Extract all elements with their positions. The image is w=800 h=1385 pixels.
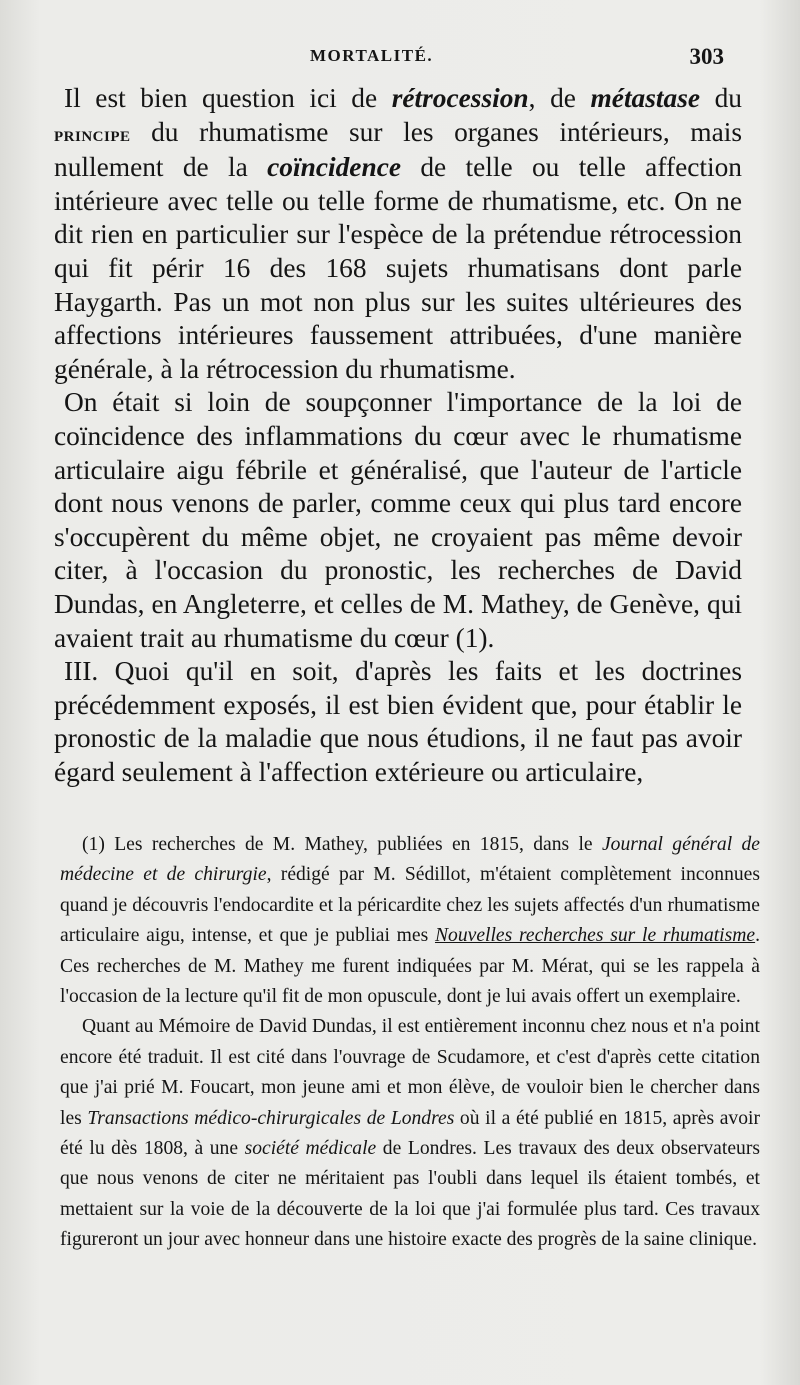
paragraph-2: On était si loin de soupçonner l'importance de la loi de coïncidence des inflammations du cœur avec le rhumatisme articulaire aigu fébrile et généralisé, que l'auteur de l'article dont nous venons de parler, comme ceux qui plus tard encore s'occupèrent du même objet, ne croyaient pas même devoir citer, à l'occasion du pronostic, les recherches de David Dundas, en Angleterre, et celles de M. Mathey, de Genève, qui avaient trait au rhumatisme du cœur (1). [54, 387, 742, 653]
text-run: , de [528, 83, 591, 113]
book-title: Nouvelles recherches sur le rhumatisme [434, 925, 756, 947]
small-caps-principe: principe [54, 121, 131, 146]
text-run: (1) Les recherches de M. Mathey, publiées en 1815, dans le [82, 834, 602, 855]
text-run: où il a été publié en 1815, après avoir été lu dès 1808, à une [60, 1107, 760, 1160]
emphasis-metastase: métastase [590, 83, 701, 113]
text-run: du [700, 83, 742, 113]
text-run: du rhumatisme sur les organes intérieurs, mais nullement de la [54, 116, 742, 183]
page-number: 303 [689, 44, 724, 69]
emphasis-retrocession: rétrocession [391, 83, 529, 113]
paragraph-3: III. Quoi qu'il en soit, d'après les faits et les doctrines précédemment exposés, il est bien évident que, pour établir le pronostic de la maladie que nous étudions, il ne faut pas avoir égard seulement à l'affection extérieure ou articulaire, [54, 656, 742, 787]
journal-title: Journal général de médecine et de chirurgie [60, 834, 760, 886]
footnotes [60, 830, 760, 1256]
societe-medicale: société médicale [244, 1138, 377, 1160]
running-head: MORTALITÉ. [310, 46, 434, 65]
transactions-title: Transactions médico-chirurgicales de Londres [87, 1107, 455, 1129]
page-header [52, 44, 732, 74]
text-run: , rédigé par M. Sédillot, m'étaient complètement inconnues quand je découvris l'endocardite et la péricardite chez les sujets affectés d'un rhumatisme articulaire aigu, intense, et que je publiai mes [60, 864, 760, 947]
text-run: Quant au Mémoire de David Dundas, il est entièrement inconnu chez nous et n'a point encore été traduit. Il est cité dans l'ouvrage de Scudamore, et c'est d'après cette citation que j'ai prié M. Foucart, mon jeune ami et mon élève, de vouloir bien le chercher dans les [60, 1016, 760, 1129]
main-text [54, 82, 742, 789]
text-run: Il est bien question ici de [64, 83, 392, 113]
text-run: . Ces recherches de M. Mathey me furent indiquées par M. Mérat, qui se les rappela à l'occasion de la lecture qu'il fit de mon opuscule, dont je lui avais offert un exemplaire. [60, 925, 761, 1008]
emphasis-coincidence: coïncidence [267, 152, 402, 183]
text-run: de Londres. Les travaux des deux observateurs que nous venons de citer ne méritaient pas l'oubli dans lequel ils étaient tombés, et mettaient sur la voie de la découverte de la loi que j'ai formulée plus tard. Ces travaux figureront un jour avec honneur dans une histoire exacte des progrès de la saine clinique. [60, 1138, 760, 1251]
footnote-2 [60, 1012, 760, 1255]
paragraph-1 [54, 82, 742, 386]
text-run: de telle ou telle affection intérieure avec telle ou telle forme de rhumatisme, etc. On ne dit rien en particulier sur l'espèce de la prétendue rétrocession qui fit périr 16 des 168 sujets rhumatisans dont parle Haygarth. Pas un mot non plus sur les suites ultérieures des affections intérieures faussement attribuées, d'une manière générale, à la rétrocession du rhumatisme. [54, 152, 742, 384]
footnote-1 [60, 830, 760, 1012]
